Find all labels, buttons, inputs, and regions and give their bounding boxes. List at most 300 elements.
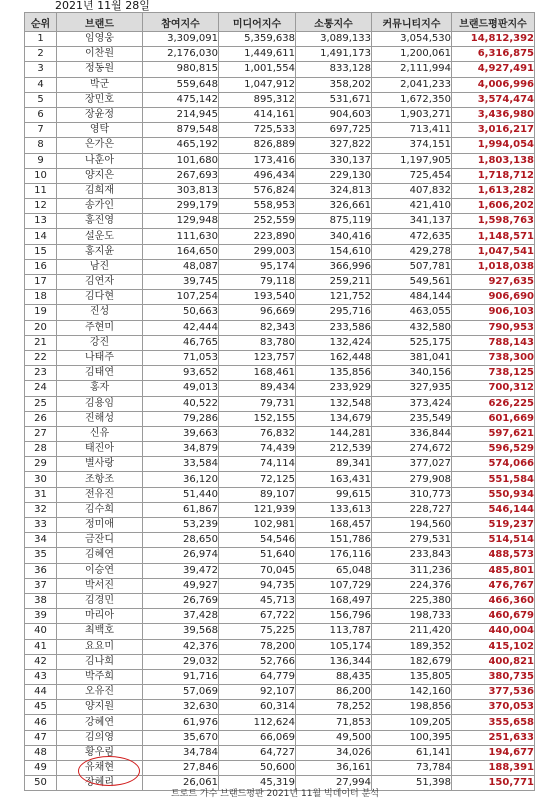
brand-reputation-cell: 251,633 bbox=[452, 730, 535, 745]
table-body bbox=[25, 32, 535, 791]
rank-cell: 26 bbox=[25, 411, 57, 426]
brand-reputation-cell: 597,621 bbox=[452, 426, 535, 441]
rank-cell: 20 bbox=[25, 320, 57, 335]
table-row bbox=[25, 138, 535, 153]
brand-reputation-cell: 790,953 bbox=[452, 320, 535, 335]
participation-cell: 36,120 bbox=[143, 472, 219, 487]
table-row bbox=[25, 411, 535, 426]
community-cell: 463,055 bbox=[372, 305, 452, 320]
table-row bbox=[25, 426, 535, 441]
brand-cell: 김용임 bbox=[57, 396, 143, 411]
brand-cell: 유채현 bbox=[57, 761, 143, 776]
participation-cell: 40,522 bbox=[143, 396, 219, 411]
rank-cell: 7 bbox=[25, 123, 57, 138]
table-row bbox=[25, 275, 535, 290]
participation-cell: 879,548 bbox=[143, 123, 219, 138]
brand-cell: 오유진 bbox=[57, 685, 143, 700]
participation-cell: 129,948 bbox=[143, 214, 219, 229]
communication-cell: 156,796 bbox=[296, 609, 372, 624]
brand-cell: 김희재 bbox=[57, 183, 143, 198]
media-cell: 54,546 bbox=[219, 533, 296, 548]
rank-cell: 16 bbox=[25, 259, 57, 274]
community-cell: 211,420 bbox=[372, 624, 452, 639]
table-row bbox=[25, 518, 535, 533]
communication-cell: 113,787 bbox=[296, 624, 372, 639]
brand-reputation-cell: 485,801 bbox=[452, 563, 535, 578]
brand-cell: 금잔디 bbox=[57, 533, 143, 548]
ranking-table bbox=[24, 12, 535, 791]
communication-cell: 233,929 bbox=[296, 381, 372, 396]
brand-reputation-cell: 355,658 bbox=[452, 715, 535, 730]
participation-cell: 39,663 bbox=[143, 426, 219, 441]
brand-reputation-cell: 1,018,038 bbox=[452, 259, 535, 274]
brand-reputation-cell: 4,927,491 bbox=[452, 62, 535, 77]
media-cell: 74,114 bbox=[219, 457, 296, 472]
media-cell: 96,669 bbox=[219, 305, 296, 320]
community-cell: 525,175 bbox=[372, 335, 452, 350]
rank-cell: 8 bbox=[25, 138, 57, 153]
communication-cell: 105,174 bbox=[296, 639, 372, 654]
media-cell: 79,731 bbox=[219, 396, 296, 411]
table-row bbox=[25, 715, 535, 730]
brand-cell: 정동원 bbox=[57, 62, 143, 77]
communication-cell: 904,603 bbox=[296, 107, 372, 122]
participation-cell: 26,974 bbox=[143, 548, 219, 563]
brand-reputation-cell: 188,391 bbox=[452, 761, 535, 776]
communication-cell: 151,786 bbox=[296, 533, 372, 548]
community-cell: 274,672 bbox=[372, 442, 452, 457]
brand-reputation-cell: 476,767 bbox=[452, 578, 535, 593]
rank-cell: 34 bbox=[25, 533, 57, 548]
rank-cell: 22 bbox=[25, 350, 57, 365]
participation-cell: 107,254 bbox=[143, 290, 219, 305]
community-cell: 1,200,061 bbox=[372, 47, 452, 62]
communication-cell: 327,822 bbox=[296, 138, 372, 153]
participation-cell: 93,652 bbox=[143, 366, 219, 381]
rank-cell: 30 bbox=[25, 472, 57, 487]
brand-reputation-cell: 1,718,712 bbox=[452, 168, 535, 183]
brand-reputation-cell: 3,016,217 bbox=[452, 123, 535, 138]
participation-cell: 49,013 bbox=[143, 381, 219, 396]
community-cell: 1,672,350 bbox=[372, 92, 452, 107]
community-cell: 279,531 bbox=[372, 533, 452, 548]
brand-reputation-cell: 488,573 bbox=[452, 548, 535, 563]
brand-cell: 나태주 bbox=[57, 350, 143, 365]
community-cell: 1,197,905 bbox=[372, 153, 452, 168]
brand-cell: 마리아 bbox=[57, 609, 143, 624]
participation-cell: 61,867 bbox=[143, 502, 219, 517]
media-cell: 112,624 bbox=[219, 715, 296, 730]
brand-cell: 김의영 bbox=[57, 730, 143, 745]
brand-reputation-cell: 3,436,980 bbox=[452, 107, 535, 122]
communication-cell: 259,211 bbox=[296, 275, 372, 290]
brand-cell: 별사랑 bbox=[57, 457, 143, 472]
media-cell: 76,832 bbox=[219, 426, 296, 441]
participation-cell: 46,765 bbox=[143, 335, 219, 350]
participation-cell: 111,630 bbox=[143, 229, 219, 244]
media-cell: 60,314 bbox=[219, 700, 296, 715]
highlight-circle bbox=[78, 756, 140, 786]
community-cell: 472,635 bbox=[372, 229, 452, 244]
community-cell: 182,679 bbox=[372, 654, 452, 669]
community-cell: 233,843 bbox=[372, 548, 452, 563]
communication-cell: 326,661 bbox=[296, 199, 372, 214]
brand-cell: 신유 bbox=[57, 426, 143, 441]
brand-reputation-cell: 601,669 bbox=[452, 411, 535, 426]
brand-reputation-cell: 550,934 bbox=[452, 487, 535, 502]
communication-cell: 65,048 bbox=[296, 563, 372, 578]
brand-reputation-cell: 6,316,875 bbox=[452, 47, 535, 62]
media-cell: 45,713 bbox=[219, 593, 296, 608]
brand-reputation-cell: 738,300 bbox=[452, 350, 535, 365]
media-cell: 70,045 bbox=[219, 563, 296, 578]
table-row bbox=[25, 335, 535, 350]
communication-cell: 3,089,133 bbox=[296, 32, 372, 47]
community-cell: 51,398 bbox=[372, 776, 452, 791]
brand-cell: 장윤정 bbox=[57, 107, 143, 122]
media-cell: 252,559 bbox=[219, 214, 296, 229]
rank-cell: 6 bbox=[25, 107, 57, 122]
media-cell: 64,727 bbox=[219, 745, 296, 760]
rank-cell: 18 bbox=[25, 290, 57, 305]
community-cell: 235,549 bbox=[372, 411, 452, 426]
brand-reputation-cell: 1,994,054 bbox=[452, 138, 535, 153]
table-row bbox=[25, 350, 535, 365]
participation-cell: 475,142 bbox=[143, 92, 219, 107]
communication-cell: 366,996 bbox=[296, 259, 372, 274]
table-row bbox=[25, 487, 535, 502]
brand-cell: 강진 bbox=[57, 335, 143, 350]
brand-cell: 설운도 bbox=[57, 229, 143, 244]
brand-reputation-cell: 738,125 bbox=[452, 366, 535, 381]
brand-cell: 홍진영 bbox=[57, 214, 143, 229]
media-cell: 152,155 bbox=[219, 411, 296, 426]
rank-cell: 2 bbox=[25, 47, 57, 62]
media-cell: 64,779 bbox=[219, 669, 296, 684]
rank-cell: 14 bbox=[25, 229, 57, 244]
rank-cell: 38 bbox=[25, 593, 57, 608]
brand-reputation-cell: 700,312 bbox=[452, 381, 535, 396]
communication-cell: 88,435 bbox=[296, 669, 372, 684]
brand-cell: 김혜연 bbox=[57, 548, 143, 563]
rank-cell: 17 bbox=[25, 275, 57, 290]
participation-cell: 980,815 bbox=[143, 62, 219, 77]
media-cell: 72,125 bbox=[219, 472, 296, 487]
media-cell: 50,600 bbox=[219, 761, 296, 776]
rank-cell: 42 bbox=[25, 654, 57, 669]
brand-reputation-cell: 788,143 bbox=[452, 335, 535, 350]
media-cell: 1,047,912 bbox=[219, 77, 296, 92]
table-row bbox=[25, 381, 535, 396]
table-row bbox=[25, 669, 535, 684]
brand-reputation-cell: 3,574,474 bbox=[452, 92, 535, 107]
community-cell: 135,805 bbox=[372, 669, 452, 684]
community-cell: 2,111,994 bbox=[372, 62, 452, 77]
community-cell: 142,160 bbox=[372, 685, 452, 700]
brand-cell: 홍지윤 bbox=[57, 244, 143, 259]
brand-cell: 진성 bbox=[57, 305, 143, 320]
brand-cell: 황우림 bbox=[57, 745, 143, 760]
table-row bbox=[25, 533, 535, 548]
communication-cell: 132,548 bbox=[296, 396, 372, 411]
communication-cell: 36,161 bbox=[296, 761, 372, 776]
communication-cell: 86,200 bbox=[296, 685, 372, 700]
table-row bbox=[25, 92, 535, 107]
table-row bbox=[25, 502, 535, 517]
community-cell: 100,395 bbox=[372, 730, 452, 745]
table-row bbox=[25, 366, 535, 381]
table-row bbox=[25, 700, 535, 715]
rank-cell: 35 bbox=[25, 548, 57, 563]
communication-cell: 697,725 bbox=[296, 123, 372, 138]
communication-cell: 71,853 bbox=[296, 715, 372, 730]
communication-cell: 168,497 bbox=[296, 593, 372, 608]
brand-cell: 조항조 bbox=[57, 472, 143, 487]
brand-cell: 홍자 bbox=[57, 381, 143, 396]
participation-cell: 71,053 bbox=[143, 350, 219, 365]
participation-cell: 91,716 bbox=[143, 669, 219, 684]
brand-cell: 요요미 bbox=[57, 639, 143, 654]
media-cell: 193,540 bbox=[219, 290, 296, 305]
participation-cell: 42,444 bbox=[143, 320, 219, 335]
brand-cell: 나훈아 bbox=[57, 153, 143, 168]
rank-cell: 3 bbox=[25, 62, 57, 77]
communication-cell: 168,457 bbox=[296, 518, 372, 533]
table-row bbox=[25, 32, 535, 47]
table-row bbox=[25, 624, 535, 639]
participation-cell: 465,192 bbox=[143, 138, 219, 153]
table-row bbox=[25, 62, 535, 77]
communication-cell: 135,856 bbox=[296, 366, 372, 381]
table-row bbox=[25, 47, 535, 62]
communication-cell: 531,671 bbox=[296, 92, 372, 107]
table-row bbox=[25, 639, 535, 654]
community-cell: 3,054,530 bbox=[372, 32, 452, 47]
table-row bbox=[25, 183, 535, 198]
communication-cell: 833,128 bbox=[296, 62, 372, 77]
community-cell: 2,041,233 bbox=[372, 77, 452, 92]
participation-cell: 2,176,030 bbox=[143, 47, 219, 62]
brand-reputation-cell: 440,004 bbox=[452, 624, 535, 639]
community-cell: 377,027 bbox=[372, 457, 452, 472]
rank-cell: 12 bbox=[25, 199, 57, 214]
participation-cell: 37,428 bbox=[143, 609, 219, 624]
communication-cell: 134,679 bbox=[296, 411, 372, 426]
brand-reputation-cell: 546,144 bbox=[452, 502, 535, 517]
brand-reputation-cell: 906,103 bbox=[452, 305, 535, 320]
brand-cell: 김경민 bbox=[57, 593, 143, 608]
rank-cell: 47 bbox=[25, 730, 57, 745]
brand-cell: 주현미 bbox=[57, 320, 143, 335]
table-row bbox=[25, 320, 535, 335]
brand-cell: 송가인 bbox=[57, 199, 143, 214]
table-row bbox=[25, 472, 535, 487]
brand-cell: 박주희 bbox=[57, 669, 143, 684]
brand-reputation-cell: 514,514 bbox=[452, 533, 535, 548]
table-row bbox=[25, 730, 535, 745]
table-row bbox=[25, 593, 535, 608]
media-cell: 45,319 bbox=[219, 776, 296, 791]
brand-reputation-cell: 519,237 bbox=[452, 518, 535, 533]
communication-cell: 295,716 bbox=[296, 305, 372, 320]
brand-reputation-cell: 1,047,541 bbox=[452, 244, 535, 259]
community-cell: 310,773 bbox=[372, 487, 452, 502]
communication-cell: 107,729 bbox=[296, 578, 372, 593]
media-cell: 496,434 bbox=[219, 168, 296, 183]
rank-cell: 1 bbox=[25, 32, 57, 47]
rank-cell: 31 bbox=[25, 487, 57, 502]
brand-reputation-cell: 150,771 bbox=[452, 776, 535, 791]
communication-cell: 324,813 bbox=[296, 183, 372, 198]
participation-cell: 57,069 bbox=[143, 685, 219, 700]
community-cell: 73,784 bbox=[372, 761, 452, 776]
participation-cell: 267,693 bbox=[143, 168, 219, 183]
media-cell: 52,766 bbox=[219, 654, 296, 669]
communication-cell: 176,116 bbox=[296, 548, 372, 563]
participation-cell: 214,945 bbox=[143, 107, 219, 122]
media-cell: 558,953 bbox=[219, 199, 296, 214]
participation-cell: 39,472 bbox=[143, 563, 219, 578]
brand-reputation-cell: 626,225 bbox=[452, 396, 535, 411]
media-cell: 1,001,554 bbox=[219, 62, 296, 77]
brand-cell: 정미애 bbox=[57, 518, 143, 533]
brand-cell: 박군 bbox=[57, 77, 143, 92]
rank-cell: 45 bbox=[25, 700, 57, 715]
participation-cell: 48,087 bbox=[143, 259, 219, 274]
participation-cell: 3,309,091 bbox=[143, 32, 219, 47]
communication-cell: 136,344 bbox=[296, 654, 372, 669]
rank-cell: 48 bbox=[25, 745, 57, 760]
rank-cell: 43 bbox=[25, 669, 57, 684]
brand-reputation-cell: 4,006,996 bbox=[452, 77, 535, 92]
communication-cell: 154,610 bbox=[296, 244, 372, 259]
brand-reputation-cell: 377,536 bbox=[452, 685, 535, 700]
communication-cell: 144,281 bbox=[296, 426, 372, 441]
communication-cell: 330,137 bbox=[296, 153, 372, 168]
brand-cell: 김수희 bbox=[57, 502, 143, 517]
rank-cell: 13 bbox=[25, 214, 57, 229]
rank-cell: 46 bbox=[25, 715, 57, 730]
communication-cell: 229,130 bbox=[296, 168, 372, 183]
communication-cell: 34,026 bbox=[296, 745, 372, 760]
rank-cell: 40 bbox=[25, 624, 57, 639]
media-cell: 79,118 bbox=[219, 275, 296, 290]
participation-cell: 39,745 bbox=[143, 275, 219, 290]
brand-cell: 최백호 bbox=[57, 624, 143, 639]
brand-reputation-cell: 1,148,571 bbox=[452, 229, 535, 244]
participation-cell: 32,630 bbox=[143, 700, 219, 715]
media-cell: 725,533 bbox=[219, 123, 296, 138]
community-cell: 484,144 bbox=[372, 290, 452, 305]
community-cell: 109,205 bbox=[372, 715, 452, 730]
col-header-brand: 브랜드 bbox=[57, 13, 143, 32]
rank-cell: 44 bbox=[25, 685, 57, 700]
table-row bbox=[25, 457, 535, 472]
media-cell: 94,735 bbox=[219, 578, 296, 593]
brand-cell: 장민호 bbox=[57, 92, 143, 107]
community-cell: 340,156 bbox=[372, 366, 452, 381]
community-cell: 224,376 bbox=[372, 578, 452, 593]
brand-cell: 양지은 bbox=[57, 168, 143, 183]
brand-reputation-cell: 460,679 bbox=[452, 609, 535, 624]
table-row bbox=[25, 229, 535, 244]
communication-cell: 340,416 bbox=[296, 229, 372, 244]
table-header-row bbox=[25, 13, 535, 32]
media-cell: 123,757 bbox=[219, 350, 296, 365]
table-row bbox=[25, 442, 535, 457]
brand-cell: 이찬원 bbox=[57, 47, 143, 62]
rank-cell: 15 bbox=[25, 244, 57, 259]
community-cell: 228,727 bbox=[372, 502, 452, 517]
media-cell: 168,461 bbox=[219, 366, 296, 381]
participation-cell: 49,927 bbox=[143, 578, 219, 593]
col-header-participation: 참여지수 bbox=[143, 13, 219, 32]
community-cell: 373,424 bbox=[372, 396, 452, 411]
table-row bbox=[25, 290, 535, 305]
table-row bbox=[25, 548, 535, 563]
brand-reputation-cell: 380,735 bbox=[452, 669, 535, 684]
table-row bbox=[25, 244, 535, 259]
col-header-media: 미디어지수 bbox=[219, 13, 296, 32]
participation-cell: 42,376 bbox=[143, 639, 219, 654]
table-row bbox=[25, 199, 535, 214]
brand-cell: 진해성 bbox=[57, 411, 143, 426]
community-cell: 432,580 bbox=[372, 320, 452, 335]
communication-cell: 133,613 bbox=[296, 502, 372, 517]
media-cell: 299,003 bbox=[219, 244, 296, 259]
media-cell: 121,939 bbox=[219, 502, 296, 517]
media-cell: 67,722 bbox=[219, 609, 296, 624]
participation-cell: 29,032 bbox=[143, 654, 219, 669]
media-cell: 51,640 bbox=[219, 548, 296, 563]
community-cell: 725,454 bbox=[372, 168, 452, 183]
table-row bbox=[25, 77, 535, 92]
communication-cell: 78,252 bbox=[296, 700, 372, 715]
media-cell: 95,174 bbox=[219, 259, 296, 274]
rank-cell: 11 bbox=[25, 183, 57, 198]
media-cell: 66,069 bbox=[219, 730, 296, 745]
table-row bbox=[25, 123, 535, 138]
communication-cell: 132,424 bbox=[296, 335, 372, 350]
table-row bbox=[25, 685, 535, 700]
brand-reputation-cell: 194,677 bbox=[452, 745, 535, 760]
rank-cell: 39 bbox=[25, 609, 57, 624]
community-cell: 61,141 bbox=[372, 745, 452, 760]
community-cell: 421,410 bbox=[372, 199, 452, 214]
rank-cell: 10 bbox=[25, 168, 57, 183]
brand-reputation-cell: 927,635 bbox=[452, 275, 535, 290]
rank-cell: 28 bbox=[25, 442, 57, 457]
participation-cell: 299,179 bbox=[143, 199, 219, 214]
brand-reputation-cell: 466,360 bbox=[452, 593, 535, 608]
brand-cell: 양지원 bbox=[57, 700, 143, 715]
table-row bbox=[25, 396, 535, 411]
participation-cell: 303,813 bbox=[143, 183, 219, 198]
brand-reputation-cell: 14,812,392 bbox=[452, 32, 535, 47]
media-cell: 89,434 bbox=[219, 381, 296, 396]
community-cell: 194,560 bbox=[372, 518, 452, 533]
brand-reputation-cell: 574,066 bbox=[452, 457, 535, 472]
communication-cell: 163,431 bbox=[296, 472, 372, 487]
brand-reputation-cell: 1,598,763 bbox=[452, 214, 535, 229]
media-cell: 78,200 bbox=[219, 639, 296, 654]
rank-cell: 19 bbox=[25, 305, 57, 320]
rank-cell: 23 bbox=[25, 366, 57, 381]
brand-cell: 김연자 bbox=[57, 275, 143, 290]
participation-cell: 26,061 bbox=[143, 776, 219, 791]
community-cell: 198,856 bbox=[372, 700, 452, 715]
communication-cell: 875,119 bbox=[296, 214, 372, 229]
